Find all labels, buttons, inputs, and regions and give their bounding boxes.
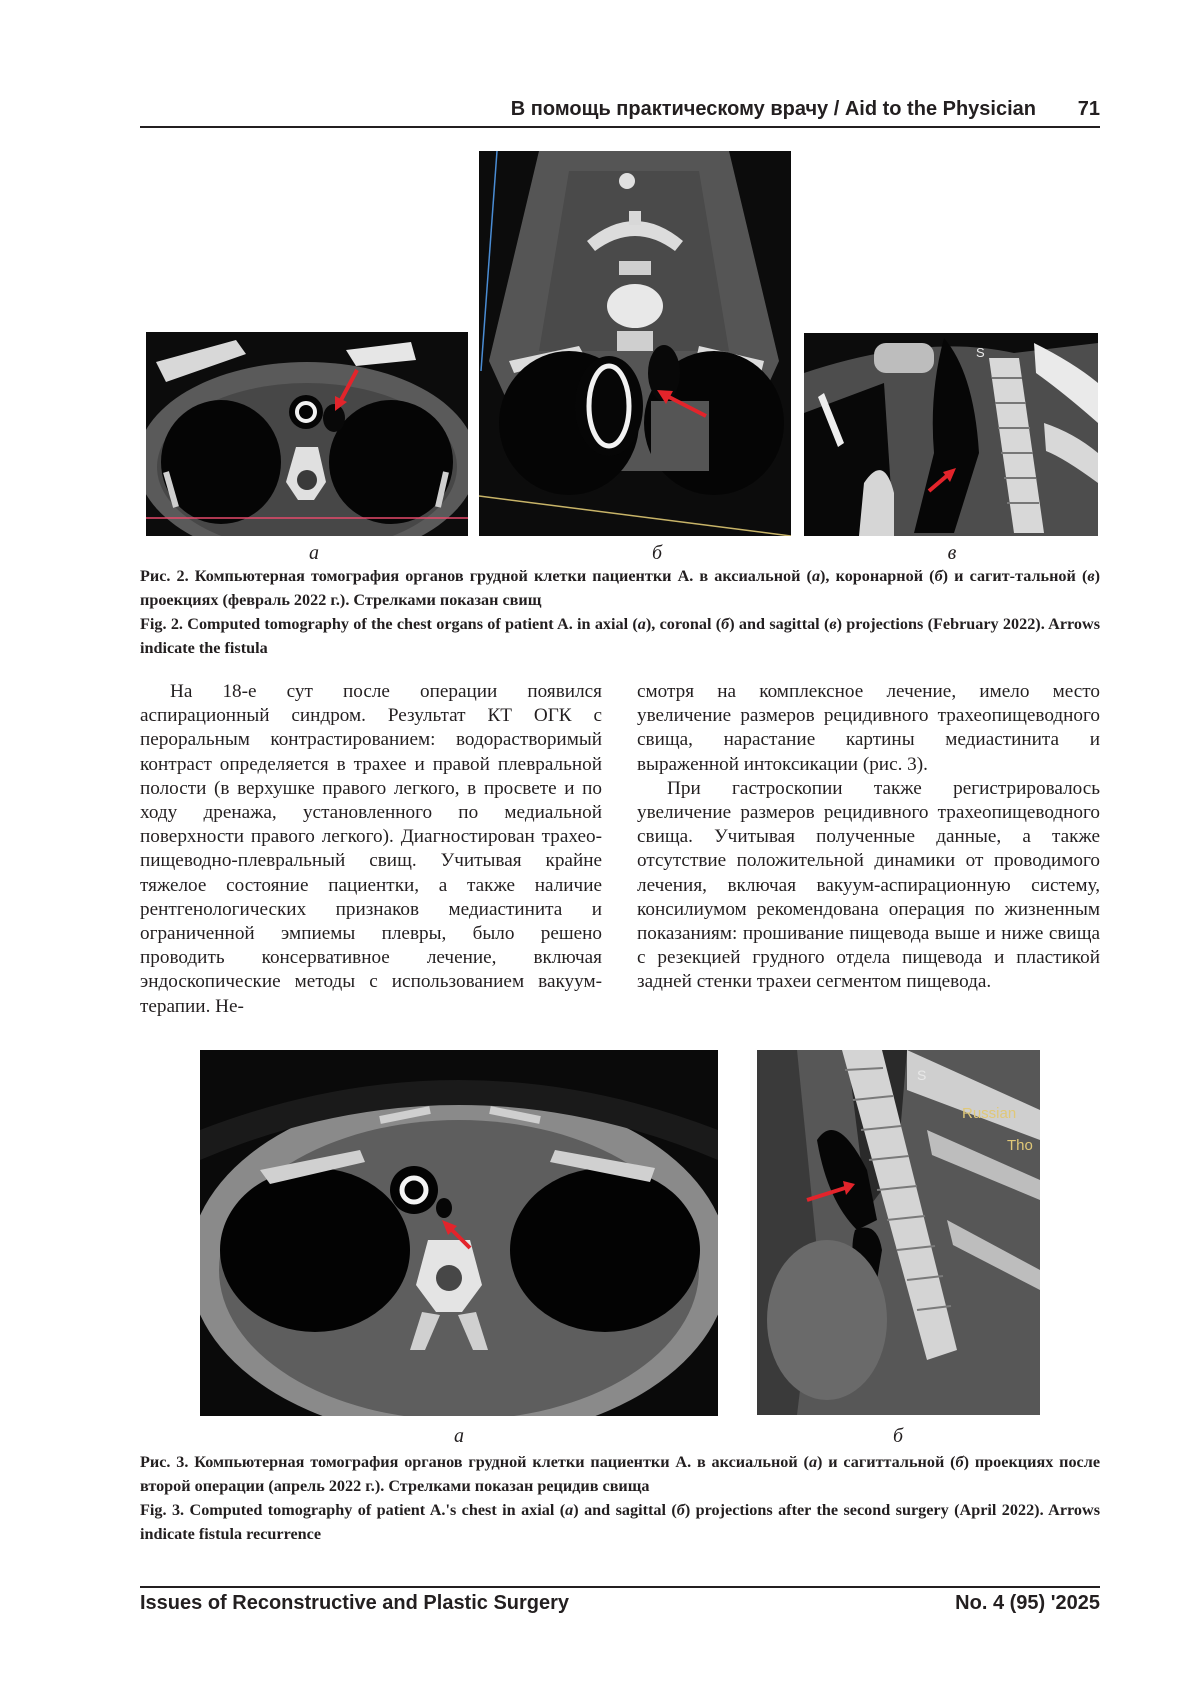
figure3-panel-b-overlay-tho: Tho [1007,1137,1033,1154]
running-header [140,96,1100,128]
figure3-caption-en: Fig. 3. Computed tomography of patient A.'s chest in axial (а) and sagittal (б) projections after the second surgery (April 2022). Arrows indicate fistula recurrence [140,1501,1100,1543]
footer-rule [140,1586,1100,1588]
figure2-panel-b-ct-image [479,151,791,536]
figure2-panel-a-ct-image [146,332,468,536]
figure3-panel-b-overlay-s: S [917,1067,927,1083]
figure3-panel-b-overlay-russian: Russian [962,1105,1017,1122]
figure2-panel-c-label: в [947,542,957,564]
body-right-paragraph-2: При гастроскопии также регистрировалось увеличение размеров рецидивного трахеопищеводного свища. Учитывая полученные данные, а также отсутствие положительной динамики от проводимого лечения, включая вакуум-аспирационную систему, консилиумом рекомендована операция по жизненным показаниям: прошивание пищевода выше и ниже свища с резекцией грудного отдела пищевода и пластикой задней стенки трахеи сегментом пищевода. [637,777,1100,993]
figure2-caption-ru: Рис. 2. Компьютерная томография органов грудной клетки пациентки А. в аксиальной (а), коронарной (б) и сагит-тальной (в) проекциях (февраль 2022 г.). Стрелками показан свищ [140,567,1100,609]
body-right-paragraph-1: смотря на комплексное лечение, имело место увеличение размеров рецидивного трахеопищеводного свища, нарастание картины медиастинита и выраженной интоксикации (рис. 3). [637,681,1100,775]
section-title: В помощь практическому врачу / Aid to the Physician [510,98,1036,120]
figure3-caption-ru: Рис. 3. Компьютерная томография органов грудной клетки пациентки А. в аксиальной (а) и сагиттальной (б) проекциях после второй операции (апрель 2022 г.). Стрелками показан рецидив свища [140,1453,1101,1495]
figure2-panel-c-overlay-text: S [976,345,985,360]
body-left-column [140,680,602,1019]
figure2-caption-en: Fig. 2. Computed tomography of the chest organs of patient A. in axial (а), coronal (б) and sagittal (в) projections (February 2022). Arrows indicate the fistula [140,615,1100,657]
footer-issue: No. 4 (95) '2025 [955,1592,1100,1614]
figure2-panel-c-ct-image [804,333,1098,536]
figure2-panel-a-label: а [309,542,319,564]
figure2-panel-b-label: б [651,542,663,564]
body-left-paragraph-1: На 18-е сут после операции появился аспирационный синдром. Результат КТ ОГК с пероральным контрастированием: водорастворимый контраст определяется в трахее и правой плевральной полости (в верхушке правого легкого, в просвете и по ходу дренажа, установленного по медиальной поверхности правого легкого). Диагностирован трахео-пищеводно-плевральный свищ. Учитывая крайне тяжелое состояние пациентки, а также наличие рентгенологических признаков медиастинита и ограниченной эмпиемы плевры, было решено проводить консервативное лечение, включая эндоскопические методы с использованием вакуум-терапии. Не- [140,681,602,1017]
figure3-panel-a-ct-image [200,1050,718,1416]
figure3-panel-b-ct-image [757,1050,1040,1415]
figure3-panel-a-label: а [454,1425,464,1447]
page-number: 71 [1077,98,1100,120]
body-right-column [637,680,1100,995]
figure3-panel-b-label: б [892,1425,904,1447]
footer-journal-title: Issues of Reconstructive and Plastic Surgery [140,1592,570,1614]
